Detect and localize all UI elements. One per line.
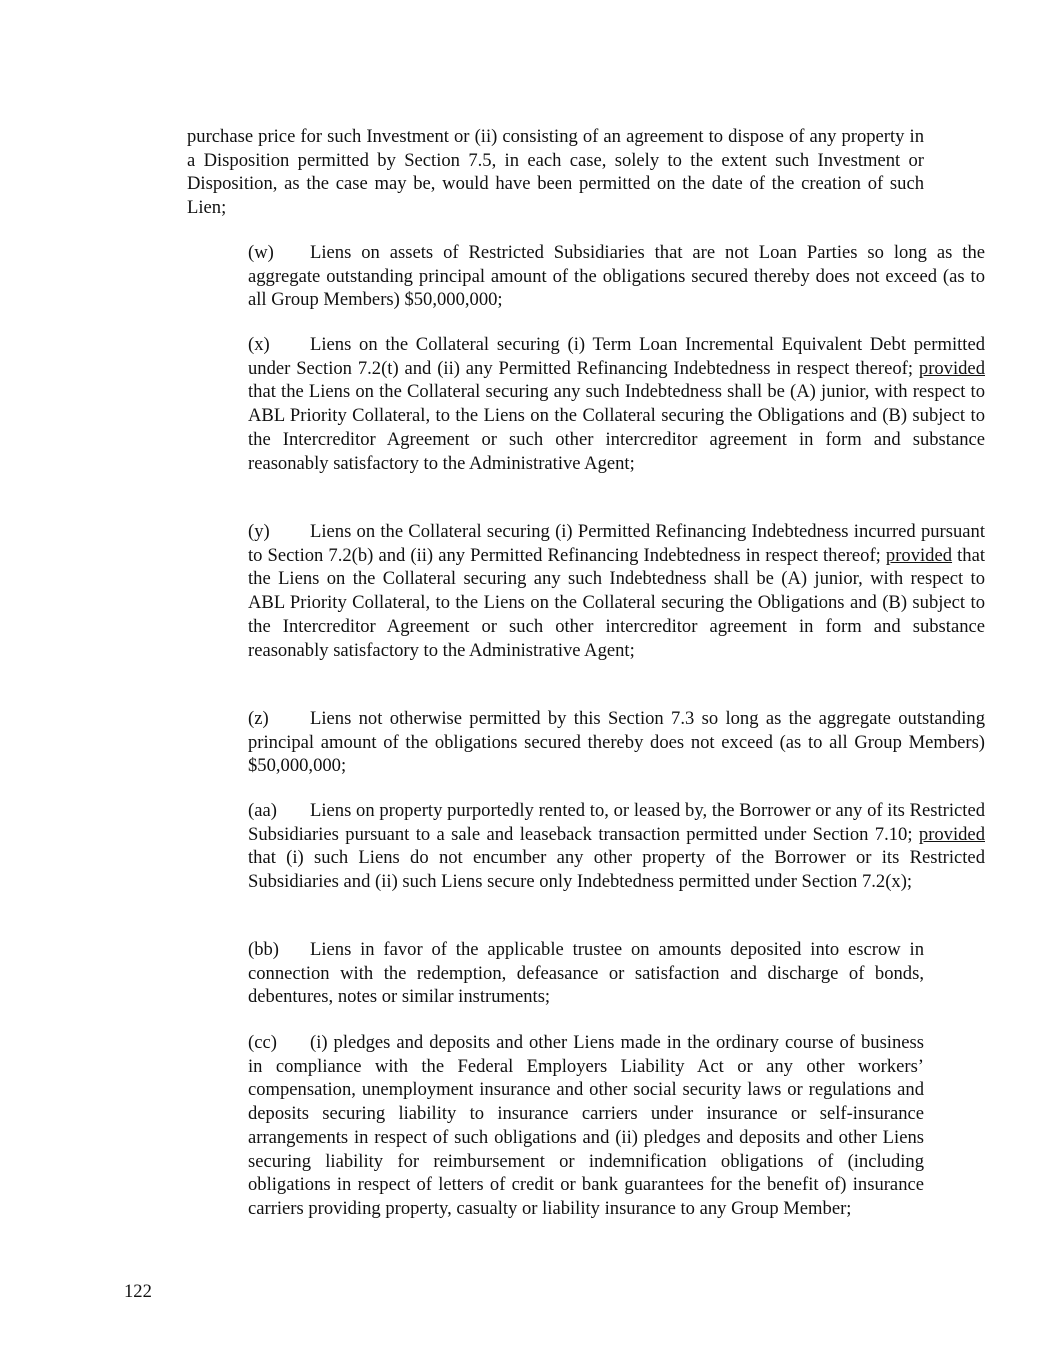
provided-underlined: provided [918, 823, 985, 845]
clause-label: (y) [248, 521, 270, 542]
paragraph-text: (i) pledges and deposits and other Liens made in the ordinary course of business in compliance with the Federal Employers Liability Act or any other workers’ compensation, unemployment insurance and other social security laws or regulations and deposits securing liability to insurance carriers under insurance or self-insurance arrangements in respect of such obligations and (ii) pledges and deposits and other Liens securing liability for reimbursement or indemnification obligations of (including obligations in respect of letters of credit or bank guarantees for the benefit of) insurance carriers providing property, casualty or liability insurance to any Group Member; [248, 1032, 924, 1219]
paragraph-continuation [187, 125, 924, 220]
paragraph-text: Liens on the Collateral securing (i) Permitted Refinancing Indebtedness incurred pursuant to Section 7.2(b) and (ii) any Permitted Refinancing Indebtedness in respect thereof; [248, 521, 985, 566]
clause-label: (aa) [248, 800, 277, 821]
paragraph-x [187, 333, 985, 475]
paragraph-text: purchase price for such Investment or (ii) consisting of an agreement to dispose of any property in a Disposition permitted by Section 7.5, in each case, solely to the extent such Investment or Disposition, as the case may be, would have been permitted on the date of the creation of such Lien; [187, 126, 924, 219]
paragraph-text: Liens on property purportedly rented to, or leased by, the Borrower or any of its Restricted Subsidiaries pursuant to a sale and leaseback transaction permitted under Section 7.10; [248, 800, 985, 845]
paragraph-cc [125, 1031, 924, 1221]
clause-label: (x) [248, 334, 270, 355]
paragraph-text: Liens not otherwise permitted by this Section 7.3 so long as the aggregate outstanding principal amount of the obligations secured thereby does not exceed (as to all Group Members) $50,000,000; [248, 708, 985, 777]
page-number: 122 [124, 1281, 152, 1302]
clause-label: (w) [248, 242, 274, 263]
paragraph-y [187, 520, 985, 662]
paragraph-text: Liens on the Collateral securing (i) Term Loan Incremental Equivalent Debt permitted under Section 7.2(t) and (ii) any Permitted Refinancing Indebtedness in respect thereof; [248, 334, 985, 379]
paragraph-text: Liens in favor of the applicable trustee on amounts deposited into escrow in connection with the redemption, defeasance or satisfaction and discharge of bonds, debentures, notes or similar instruments; [248, 939, 924, 1008]
clause-label: (z) [248, 708, 269, 729]
paragraph-text: that the Liens on the Collateral securing any such Indebtedness shall be (A) junior, with respect to ABL Priority Collateral, to the Liens on the Collateral securing the Obligations and (B) subject to the Intercreditor Agreement or such other intercreditor agreement in form and substance reasonably satisfactory to the Administrative Agent; [248, 544, 986, 661]
paragraph-text: that the Liens on the Collateral securing any such Indebtedness shall be (A) junior, with respect to ABL Priority Collateral, to the Liens on the Collateral securing the Obligations and (B) subject to the Intercreditor Agreement or such other intercreditor agreement in form and substance reasonably satisfactory to the Administrative Agent; [248, 381, 985, 474]
provided-underlined: provided [918, 357, 985, 379]
paragraph-w [187, 241, 985, 312]
paragraph-z [187, 707, 985, 778]
paragraph-text: that (i) such Liens do not encumber any other property of the Borrower or its Restricted Subsidiaries and (ii) such Liens secure only Indebtedness permitted under Section 7.2(x); [248, 847, 985, 893]
paragraph-text: Liens on assets of Restricted Subsidiaries that are not Loan Parties so long as the aggregate outstanding principal amount of the obligations secured thereby does not exceed (as to all Group Members) $50,000,000; [248, 242, 985, 311]
clause-label: (bb) [248, 939, 279, 960]
clause-label: (cc) [248, 1032, 277, 1053]
provided-underlined: provided [885, 544, 953, 566]
paragraph-aa [187, 799, 985, 894]
paragraph-bb [125, 938, 924, 1009]
